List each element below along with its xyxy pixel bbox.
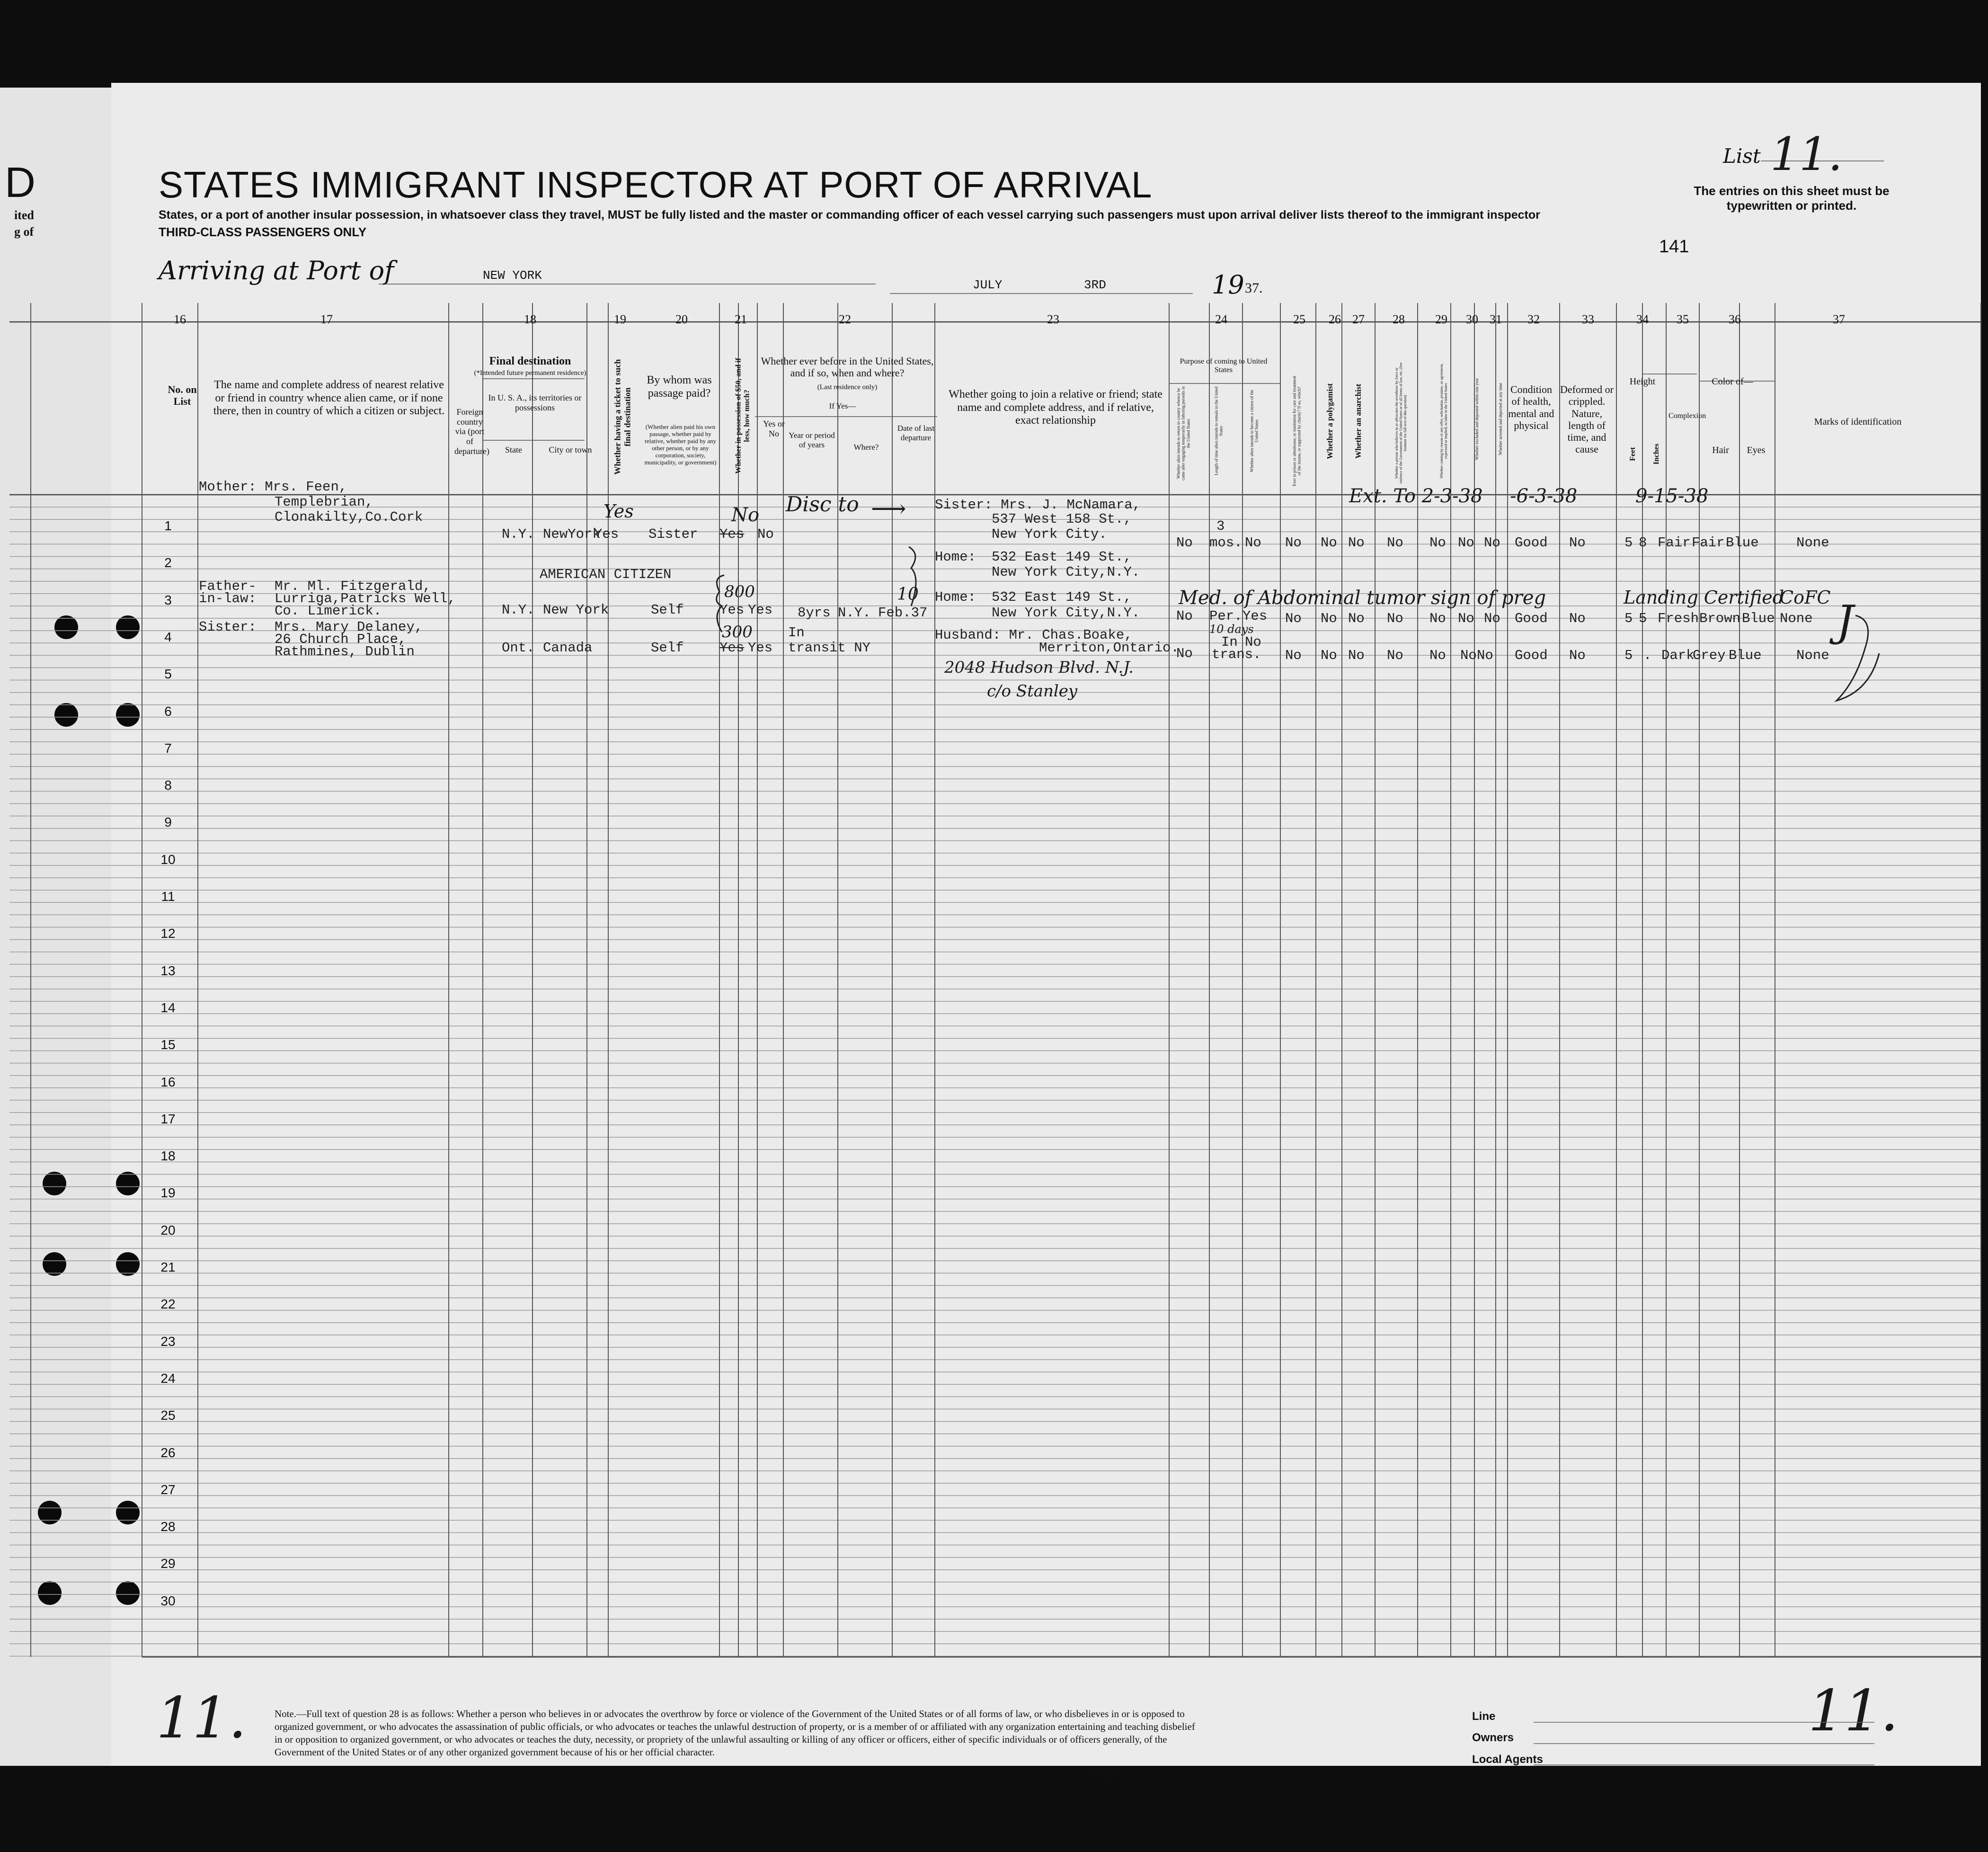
row3-home-label: Home: — [935, 589, 976, 605]
row-number: 5 — [164, 667, 172, 682]
row3-years: 8yrs — [798, 605, 831, 621]
col-header-polygamist: Whether a polygamist — [1325, 383, 1335, 459]
row3-home-line1: 532 East 149 St., — [992, 589, 1132, 605]
row4-before-us: Yes — [748, 640, 773, 656]
row1-join-line3: New York City. — [992, 526, 1107, 542]
hw-cofc: CoFC — [1780, 587, 1831, 608]
row1-ticket: Yes — [594, 526, 619, 542]
row-number: 2 — [164, 555, 172, 570]
row4-destination: Ont. Canada — [502, 640, 593, 656]
hw-extension-date: Ext. To 2-3-38 — [1349, 485, 1483, 507]
col-header-eyes: Eyes — [1747, 445, 1766, 455]
col-header-height: Height — [1629, 376, 1656, 387]
hw-arrow: ⟶ — [871, 495, 906, 523]
row3-where: N.Y. — [838, 605, 871, 621]
col-header-relative: The name and complete address of nearest relative or friend in country whence alien came, or if none there, then in country of which a citizen or subject. — [213, 379, 445, 418]
col-num-17: 17 — [320, 312, 333, 326]
row-number: 6 — [164, 703, 172, 719]
col-header-health: Condition of health, mental and physical — [1508, 383, 1554, 431]
row3-health: Good — [1515, 611, 1548, 626]
row4-join-line2: Merriton,Ontario. — [1039, 640, 1179, 656]
col-header-excluded: Whether excluded and deported within one year — [1474, 378, 1479, 460]
row4-transit-1: In — [788, 625, 805, 641]
row1-purpose-return: No — [1176, 535, 1193, 551]
col-header-yes-no: Yes or No — [763, 419, 785, 438]
footer-lines — [1534, 1718, 1879, 1766]
hw-initial: J — [1837, 597, 1854, 646]
row1-home-line1: 532 East 149 St., — [992, 549, 1132, 565]
row-number: 22 — [160, 1297, 176, 1312]
row3-excluded: No — [1458, 611, 1474, 626]
list-number: 11. — [1770, 128, 1843, 181]
col-header-if-yes: If Yes— — [829, 401, 856, 410]
row1-health: Good — [1515, 535, 1548, 551]
row4-prison: No — [1285, 648, 1302, 663]
row3-polygamist: No — [1321, 611, 1337, 626]
row3-before-us: Yes — [748, 602, 773, 618]
col-num-36: 36 — [1729, 312, 1741, 326]
row4-relative-label: Sister: — [199, 619, 257, 635]
row-number: 4 — [164, 629, 172, 644]
row1-home-line2: New York City,N.Y. — [992, 564, 1140, 580]
row4-paid-by: Self — [651, 640, 684, 656]
row3-relative-line3: Co. Limerick. — [275, 603, 382, 619]
row3-relative-label1: Father- — [199, 579, 257, 594]
row3-date: Feb.37 — [878, 605, 928, 621]
row1-feet: 5 — [1624, 535, 1633, 551]
col-header-foreign-country: Foreign country via (port of departure) — [454, 407, 489, 456]
col-num-23: 23 — [1047, 312, 1059, 326]
row1-overthrow: No — [1387, 535, 1403, 551]
row1-anarchist: No — [1348, 535, 1365, 551]
hw-ten: 10 — [897, 585, 919, 604]
row4-arrested: No — [1477, 648, 1493, 663]
col-header-destination: Final destination — [489, 355, 571, 367]
col-num-33: 33 — [1582, 312, 1594, 326]
col-header-before-us-sub: (Last residence only) — [817, 383, 878, 391]
row1-deformed: No — [1569, 535, 1586, 551]
row1-labor-offer: No — [1429, 535, 1446, 551]
row1-purpose-length: mos. — [1209, 535, 1242, 551]
row4-overthrow: No — [1387, 648, 1403, 663]
row-number: 16 — [160, 1074, 176, 1089]
row1-relative-line1: Mother: Mrs. Feen, — [199, 479, 347, 495]
col-header-overthrow: Whether a person who believes in or advocates the overthrow by force or violence of the Government of the United States or of all forms of law, etc. (See footnote for full text of this question) — [1394, 362, 1408, 484]
row3-prison: No — [1285, 611, 1302, 626]
row1-complexion: Fair — [1658, 535, 1691, 551]
col-header-destination-sub: (*Intended future permanent residence) — [474, 369, 586, 377]
row3-feet: 5 — [1624, 611, 1633, 626]
row1-paid-by: Sister — [648, 526, 698, 542]
row1-excluded: No — [1458, 535, 1474, 551]
hw-ticket-yes: Yes — [604, 501, 634, 522]
row1-inches: 8 — [1639, 535, 1647, 551]
hw-brace-date — [904, 544, 923, 611]
row-number: 26 — [160, 1445, 176, 1460]
row-number: 3 — [164, 592, 172, 607]
row-number: 15 — [160, 1037, 176, 1052]
row4-join-line1: Husband: Mr. Chas.Boake, — [935, 627, 1133, 643]
row-number: 24 — [160, 1371, 176, 1386]
row-number: 7 — [164, 740, 172, 756]
row4-labor-offer: No — [1429, 648, 1446, 663]
row4-polygamist: No — [1321, 648, 1337, 663]
col-header-passage: By whom was passage paid? — [647, 374, 712, 400]
row2-note: AMERICAN CITIZEN — [540, 567, 672, 582]
col-header-purpose: Purpose of coming to United States — [1180, 357, 1268, 374]
owners-label: Owners — [1472, 1731, 1514, 1744]
row1-relative-line2: Templebrian, — [275, 494, 373, 510]
col-header-passage-sub: (Whether alien paid his own passage, whether paid by relative, whether paid by any other person, or by any corporation, society, municipality, or government) — [644, 423, 717, 466]
col-header-before-us: Whether ever before in the United States, and if so, when and where? — [761, 355, 934, 379]
row3-purpose-citizen: Yes — [1242, 608, 1268, 624]
row1-before-us: No — [757, 526, 774, 542]
row-number: 25 — [160, 1408, 176, 1423]
row-number: 9 — [164, 815, 172, 830]
class-note: THIRD-CLASS PASSENGERS ONLY — [159, 225, 367, 239]
hw-bottom-right: 11. — [1808, 1678, 1899, 1744]
row3-money: Yes — [719, 602, 745, 618]
row4-complexion: Dark — [1661, 648, 1695, 663]
hw-money-800: 800 — [724, 582, 755, 601]
row3-anarchist: No — [1348, 611, 1365, 626]
row3-purpose-length: Per. — [1209, 608, 1242, 624]
row4-purpose-length: trans. — [1212, 647, 1261, 662]
row3-overthrow: No — [1387, 611, 1403, 626]
row-number: 20 — [160, 1222, 176, 1238]
col-header-years: Year or period of years — [789, 431, 835, 449]
hw-disc-to: Disc to — [786, 492, 859, 516]
row1-purpose-num: 3 — [1216, 518, 1225, 534]
col-header-list-no: No. on List — [168, 383, 197, 408]
row-number: 1 — [164, 518, 172, 533]
row-number: 10 — [160, 852, 176, 867]
row4-inches: . — [1643, 648, 1652, 663]
row1-join-line2: 537 West 158 St., — [992, 511, 1132, 527]
col-num-18: 18 — [524, 312, 536, 326]
row-number: 19 — [160, 1185, 176, 1201]
row-number: 12 — [160, 926, 176, 941]
form-number: 14—430 — [1093, 1772, 1115, 1779]
col-num-16: 16 — [174, 312, 186, 326]
col-num-19: 19 — [614, 312, 626, 326]
col-header-city: City or town — [549, 445, 592, 454]
row1-money: Yes — [719, 526, 745, 542]
row-number: 11 — [161, 889, 175, 904]
col-header-prison: Ever in prison or almshouse, or institution for care and treatment of the insane, or supported by charity? If so, which? — [1292, 375, 1302, 486]
col-num-22: 22 — [839, 312, 851, 326]
row-number: 23 — [160, 1334, 176, 1349]
row-number: 14 — [160, 1000, 176, 1015]
local-agents-label: Local Agents — [1472, 1753, 1543, 1766]
col-header-arrested: Whether arrested and deported at any time — [1498, 383, 1503, 455]
row-number: 29 — [160, 1556, 176, 1571]
list-label: List — [1723, 144, 1761, 168]
col-num-34: 34 — [1636, 312, 1649, 326]
row1-relative-line3: Clonakilty,Co.Cork — [275, 509, 423, 525]
col-num-37: 37 — [1833, 312, 1845, 326]
col-header-last-departure: Date of last departure — [897, 424, 935, 442]
col-header-feet: Feet — [1628, 447, 1637, 461]
year-prefix: 19 — [1212, 270, 1244, 300]
hw-money-no: No — [731, 504, 760, 526]
col-num-20: 20 — [675, 312, 688, 326]
form-subtitle: States, or a port of another insular possession, in whatsoever class they travel, MUST be fully listed and the master or commanding officer of each vessel carrying such passengers must upon arrival deliver lists thereof to the immigrant inspector — [159, 208, 1540, 222]
row3-hair: Brown — [1699, 611, 1741, 626]
row3-relative-line1: Mr. Ml. Fitzgerald, — [275, 579, 431, 594]
hw-brace-money — [710, 573, 729, 634]
row1-home-label: Home: — [935, 549, 976, 565]
row4-anarchist: No — [1348, 648, 1365, 663]
col-header-labor-offer: Whether coming by reason of any offer, solicitation, promise, or agreement, expressed or implied, to labor in the United States — [1439, 363, 1448, 479]
col-header-complexion: Complexion — [1668, 412, 1706, 420]
left-margin-text-1: ited — [14, 208, 34, 222]
line-label: Line — [1472, 1710, 1496, 1723]
col-num-35: 35 — [1677, 312, 1689, 326]
col-header-state: State — [505, 445, 522, 454]
row-number: 8 — [164, 778, 172, 793]
row-number: 17 — [160, 1111, 176, 1126]
row3-arrested: No — [1484, 611, 1500, 626]
row3-marks: None — [1780, 611, 1813, 626]
row4-hair: Grey — [1693, 648, 1726, 663]
row1-hair: Fair — [1692, 535, 1725, 551]
hw-date-2: -6-3-38 — [1510, 485, 1578, 507]
col-num-27: 27 — [1352, 312, 1365, 326]
col-header-marks: Marks of identification — [1814, 417, 1902, 427]
col-num-30: 30 — [1466, 312, 1478, 326]
col-header-usa: In U. S. A., its territories or possessions — [488, 393, 582, 412]
row3-purpose-return: No — [1176, 608, 1193, 624]
hw-date-3: 9-15-38 — [1635, 485, 1709, 507]
row-number: 28 — [160, 1519, 176, 1534]
row4-relative-line1: Mrs. Mary Delaney, — [275, 619, 423, 635]
row3-complexion: Fresh — [1658, 611, 1699, 626]
row1-destination: N.Y. NewYork — [502, 526, 601, 542]
row4-money: Yes — [719, 640, 745, 656]
row4-purpose-in: In — [1221, 634, 1238, 650]
col-header-anarchist: Whether an anarchist — [1354, 383, 1363, 459]
col-header-length: Length of time alien intends to remain in the United States — [1214, 386, 1224, 475]
row4-marks: None — [1796, 648, 1829, 663]
col-header-inches: Inches — [1652, 443, 1660, 465]
port-label: Arriving at Port of — [159, 256, 394, 285]
row4-health: Good — [1515, 648, 1548, 663]
col-header-citizen: Whether alien intends to become a citizen of the United States — [1249, 390, 1259, 472]
col-num-25: 25 — [1293, 312, 1305, 326]
hw-medical-note: Med. of Abdominal tumor sign of preg — [1179, 587, 1546, 609]
arrival-day: 3RD — [1084, 278, 1106, 292]
row3-eyes: Blue — [1742, 611, 1775, 626]
row4-relative-line3: Rathmines, Dublin — [275, 644, 415, 659]
hw-signature-stroke — [1827, 611, 1889, 705]
row-number: 21 — [160, 1260, 176, 1274]
row-number: 30 — [160, 1593, 176, 1608]
col-header-hair: Hair — [1712, 445, 1729, 455]
row3-destination: N.Y. New York — [502, 602, 609, 618]
row3-labor-offer: No — [1429, 611, 1446, 626]
row1-polygamist: No — [1321, 535, 1337, 551]
left-margin-text-2: g of — [14, 225, 34, 239]
row1-prison: No — [1285, 535, 1302, 551]
row3-deformed: No — [1569, 611, 1586, 626]
entries-note: The entries on this sheet must be typewritten or printed. — [1694, 184, 1890, 213]
hw-bottom-left: 11. — [156, 1685, 247, 1751]
col-num-24: 24 — [1215, 312, 1227, 326]
footnote-question-28: Note.—Full text of question 28 is as follows: Whether a person who believes in or advocates the overthrow by force or violence of the Government of the United States or of all forms of law, or who disbelieves in or is opposed to organized government, or who advocates the assassination of public officials, or who advocates or teaches the unlawful destruction of property, or is a member of or affiliated with any organization entertaining and teaching disbelief in or opposition to organized government, or who advocates or teaches the duty, necessity, or propriety of the unlawful assaulting or killing of any officer or officers, either of specific individuals or of officers generally, of the Government of the United States or of any other organized government because of his or her official character. — [275, 1708, 1195, 1758]
row1-arrested: No — [1484, 535, 1500, 551]
hw-ten-days: 10 days — [1209, 623, 1254, 636]
form-title: STATES IMMIGRANT INSPECTOR AT PORT OF ARRIVAL — [159, 164, 1153, 205]
row-number: 13 — [160, 963, 176, 978]
row3-relative-line2: Lurriga,Patricks Well, — [275, 591, 456, 606]
arrival-month: JULY — [973, 278, 1003, 292]
row4-relative-line2: 26 Church Place, — [275, 632, 407, 647]
row4-excluded: No — [1460, 648, 1477, 663]
sheet-number: 141 — [1659, 237, 1689, 257]
row3-inches: 5 — [1639, 611, 1647, 626]
row4-feet: 5 — [1624, 648, 1633, 663]
row3-paid-by: Self — [651, 602, 684, 618]
row4-purpose-citizen: No — [1245, 634, 1261, 650]
row4-transit-2: transit NY — [788, 640, 871, 656]
row3-home-line2: New York City,N.Y. — [992, 605, 1140, 621]
col-num-28: 28 — [1393, 312, 1405, 326]
row-number: 18 — [160, 1149, 176, 1164]
col-header-money: Whether in possession of $50, and if less, how much? — [734, 358, 751, 474]
row1-purpose-citizen: No — [1245, 535, 1261, 551]
row-number: 27 — [160, 1482, 176, 1497]
col-num-29: 29 — [1435, 312, 1447, 326]
col-num-31: 31 — [1490, 312, 1502, 326]
col-num-26: 26 — [1329, 312, 1341, 326]
hw-address: 2048 Hudson Blvd. N.J. — [944, 658, 1134, 677]
hw-money-300: 300 — [722, 623, 753, 641]
col-header-deformed: Deformed or crippled. Nature, length of time, and cause — [1560, 383, 1614, 455]
row1-marks: None — [1796, 535, 1829, 551]
hw-care-of: c/o Stanley — [987, 682, 1078, 701]
col-header-return: Whether alien intends to return to country whence he came after engaging temporarily in laboring pursuits in the United States — [1176, 386, 1191, 481]
row4-purpose-return: No — [1176, 646, 1193, 661]
col-header-join: Whether going to join a relative or friend; state name and complete address, and if relative, exact relationship — [949, 388, 1163, 427]
row1-eyes: Blue — [1726, 535, 1759, 551]
left-margin-letter: D — [5, 159, 36, 206]
row1-join-line1: Sister: Mrs. J. McNamara, — [935, 497, 1141, 513]
col-header-color: Color of— — [1712, 376, 1753, 387]
year-suffix: 37. — [1245, 280, 1263, 296]
port-value: NEW YORK — [483, 268, 542, 283]
row3-relative-label2: in-law: — [199, 591, 257, 606]
row4-deformed: No — [1569, 648, 1586, 663]
row4-eyes: Blue — [1729, 648, 1762, 663]
col-header-where: Where? — [853, 443, 879, 452]
hw-landing-certified: Landing Certified — [1624, 587, 1784, 608]
col-header-ticket: Whether having a ticket to such final destination — [612, 359, 632, 475]
col-num-21: 21 — [735, 312, 747, 326]
col-num-32: 32 — [1527, 312, 1540, 326]
